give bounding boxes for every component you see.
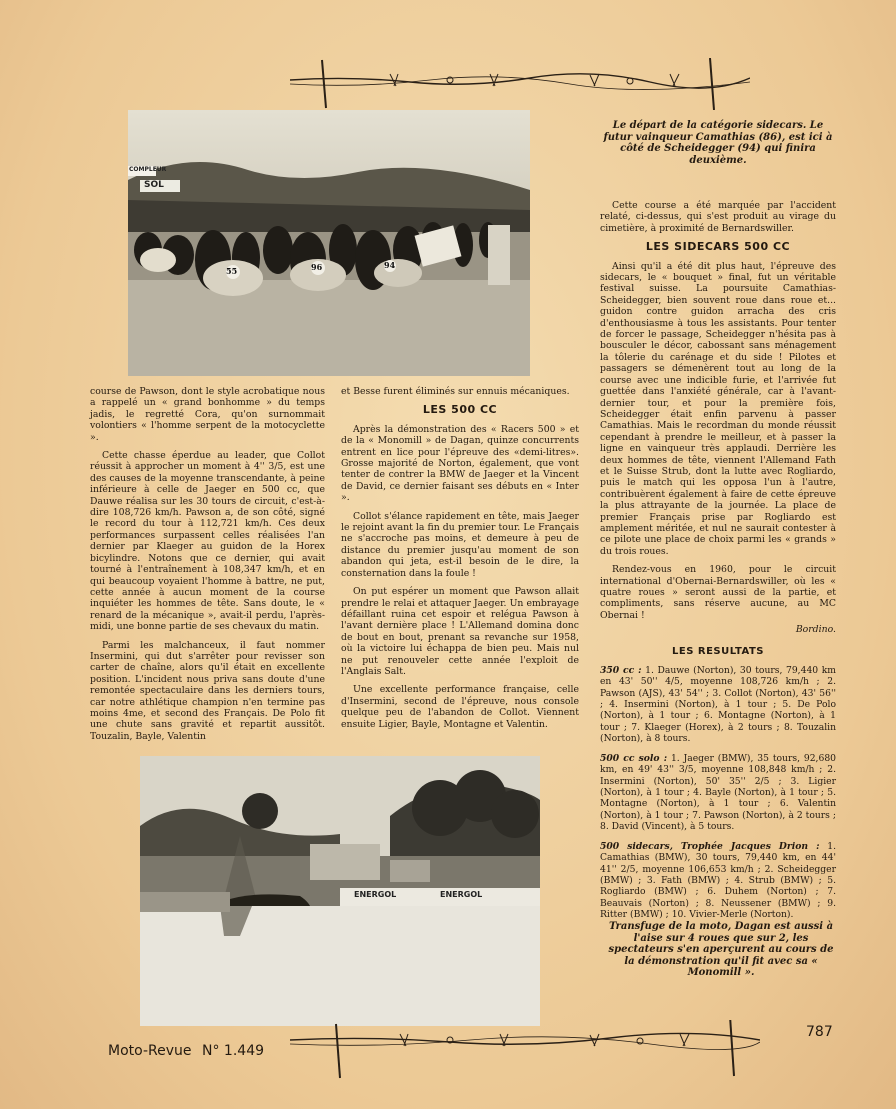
results-500-sidecars-text: 1. Camathias (BMW), 30 tours, 79,440 km, en 44' 41'' 2/5, moyenne 106,653 km/h ; 2. Scheidegger (BMW) ; 3. Fath (BMW) ; 4. Strub (BMW) ; 5. Rogliardo (BMW) ; 6. Duhem (Norton) ; 7. Beauvais (Norton) ; 8. Neussener (BMW) ; 9. Ritter (BMW) ; 10. Vivier-Merle (Norton). <box>600 841 837 920</box>
results-350cc-title: 350 cc : <box>600 665 642 677</box>
sidecar-number-1: 55 <box>226 266 238 276</box>
right-intro-paragraph: Cette course a été marquée par l'accident relaté, ci-dessus, qui s'est produit au virage du cimetière, à proximité de Bernardswiller. <box>600 200 836 234</box>
footer-magazine-name: Moto-Revue <box>108 1043 192 1059</box>
results-500cc-solo-title: 500 cc solo : <box>600 753 668 765</box>
monomill-demo-photo <box>140 756 540 1026</box>
middle-lead-text: et Besse furent éliminés sur ennuis mécaniques. <box>341 386 570 397</box>
sidecar-number-2: 96 <box>311 262 323 272</box>
sidecars-paragraph-1: Ainsi qu'il a été dit plus haut, l'épreuve des sidecars, le « bouquet » final, fut un véritable festival suisse. La poursuite Camathias-Scheidegger, bien souvent roue dans roue et... guidon contre guidon arracha des cris d'enthousiasme à tous les assistants. Pour tenter de forcer le passage, Scheidegger n'hésita pas à bousculer le décor, cabossant sans ménagement la tôlerie du carénage et du side ! Pilotes et passagers se démenèrent tout au long de la course avec une indicible furie, et l'arrivée fut guettée dans l'anxiété générale, car à l'avant-dernier tour, et pour la première fois, Scheidegger était enfin parvenu à passer Camathias. Mais le recordman du monde réussit cependant à prendre le meilleur, et à passer la ligne en vainqueur très applaudi. Derrière les deux hommes de tête, viennent l'Allemand Fath et le Suisse Strub, dont la lutte avec Rogliardo, puis le match qui les opposa l'un à l'autre, contribuèrent également à faire de cette épreuve la plus attrayante de la journée. La place de premier Français prise par Rogliardo est amplement méritée, et nul ne saurait contester à ce pilote une place de choix parmi les « grands » du trois roues. <box>600 260 836 557</box>
sidecars-paragraph-2: Rendez-vous en 1960, pour le circuit international d'Obernai-Bernardswiller, où les « quatre roues » seront aussi de la partie, et compliments, sans réserve aucune, au MC Obernai ! <box>600 564 836 621</box>
author-signature: Bordino. <box>795 624 836 636</box>
photo-banner-1: ENERGOL <box>354 890 397 899</box>
results-500-sidecars-title: 500 sidecars, Trophée Jacques Drion : <box>600 841 820 853</box>
left-paragraph-3: Parmi les malchanceux, il faut nommer Insermini, qui dut s'arrêter pour revisser son carter de chaîne, alors qu'il était en excellente position. L'incident nous priva sans doute d'une remontée spectaculaire dans les derniers tours, car notre athlétique champion n'en termine pas moins 4me, et second des Français. De Polo fit une chute sans gravité et repartit aussitôt. Touzalin, Bayle, Valentin <box>90 639 325 742</box>
results-350cc <box>600 665 836 744</box>
footer-issue-number: N° 1.449 <box>202 1043 265 1059</box>
top-barbed-wire-ornament <box>290 58 750 110</box>
left-paragraph-1: course de Pawson, dont le style acrobatique nous a rappelé un « grand bonhomme » du temps jadis, le regretté Cora, qu'on surnommait volontiers « l'homme serpent de la motocyclette ». <box>90 386 325 443</box>
middle-column <box>341 386 579 737</box>
results-500cc-solo <box>600 753 836 832</box>
photo-banner-2: ENERGOL <box>440 890 483 899</box>
bottom-photo-caption: Transfuge de la moto, Dagan est aussi à l'aise sur 4 roues que sur 2, les spectateurs s'en aperçurent au cours de la démonstration qu'il fit avec sa « Monomill ». <box>608 921 834 979</box>
bottom-barbed-wire-ornament <box>290 1020 760 1080</box>
top-photo-caption: Le départ de la catégorie sidecars. Le futur vainqueur Camathias (86), est ici à côté de Scheidegger (94) qui finira deuxième. <box>603 120 833 166</box>
photo-sign-1: COMPLEUR <box>129 166 167 173</box>
results-500-sidecars <box>600 841 836 920</box>
middle-paragraph-2: Collot s'élance rapidement en tête, mais Jaeger le rejoint avant la fin du premier tour. Le Français ne s'accroche pas moins, et demeure à peu de distance du premier jusqu'au moment de son abandon qui jeta, est-il besoin de le dire, la consternation dans la foule ! <box>341 510 579 579</box>
middle-paragraph-4: Une excellente performance française, celle d'Insermini, second de l'épreuve, nous console quelque peu de l'abandon de Collot. Viennent ensuite Ligier, Bayle, Montagne et Valentin. <box>341 684 579 730</box>
results-heading: LES RESULTATS <box>672 645 764 657</box>
middle-paragraph-1: Après la démonstration des « Racers 500 » et de la « Monomill » de Dagan, quinze concurrents entrent en lice pour l'épreuve des «demi-litres». Grosse majorité de Norton, également, que vont tenter de contrer la BMW de Jaeger et la Vincent de David, ce dernier faisant ses débuts en « Inter ». <box>341 423 579 504</box>
sidecars-heading: LES SIDECARS 500 CC <box>645 240 791 254</box>
right-column <box>600 200 836 929</box>
results-500cc-solo-text: 1. Jaeger (BMW), 35 tours, 92,680 km, en 49' 43'' 3/5, moyenne 108,848 km/h ; 2. Insermini (Norton), 50' 35'' 2/5 ; 3. Ligier (Norton), à 1 tour ; 4. Bayle (Norton), à 1 tour ; 5. Montagne (Norton), à 1 tour ; 6. Valentin (Norton), à 1 tour ; 7. Pawson (Norton), à 2 tours ; 8. David (Vincent), à 5 tours. <box>600 753 837 832</box>
500cc-heading: LES 500 CC <box>422 403 498 417</box>
page-number: 787 <box>806 1024 833 1040</box>
middle-paragraph-3: On put espérer un moment que Pawson allait prendre le relai et attaquer Jaeger. Un embrayage défaillant ruina cet espoir et relégua Pawson à l'avant dernière place ! L'Allemand domina donc de bout en bout, prenant sa revanche sur 1958, où la victoire lui échappa de bien peu. Mais nul ne put renouveler cette année l'exploit de l'Anglais Salt. <box>341 586 579 677</box>
sidecar-start-photo <box>128 110 530 376</box>
photo-sign-2: SOL <box>144 180 164 190</box>
results-350cc-text: 1. Dauwe (Norton), 30 tours, 79,440 km en 43' 50'' 4/5, moyenne 108,726 km/h ; 2. Pawson (AJS), 43' 54'' ; 3. Collot (Norton), 43' 56'' ; 4. Insermini (Norton), à 1 tour ; 5. De Polo (Norton), à 1 tour ; 6. Montagne (Norton), à 1 tour ; 7. Klaeger (Horex), à 2 tours ; 8. Touzalin (Norton), à 8 tours. <box>600 665 837 744</box>
left-paragraph-2: Cette chasse éperdue au leader, que Collot réussit à approcher un moment à 4'' 3/5, est une des causes de la moyenne transcendante, à peine inférieure à celle de Jaeger en 500 cc, que Dauwe réalisa sur les 30 tours de circuit, c'est-à-dire 108,726 km/h. Pawson a, de son côté, signé le record du tour à 112,721 km/h. Ces deux performances surpassent celles réalisées l'an dernier par Klaeger au guidon de la Horex bicylindre. Notons que ce dernier, qui avait tourné à l'entraînement à 108,347 km/h, et en qui beaucoup voyaient l'homme à battre, ne put, cette année à aucun moment de la course inquiéter les hommes de tête. Sans doute, le « renard de la mécanique », avait-il perdu, l'après-midi, une bonne partie de ses chevaux du matin. <box>90 450 325 633</box>
sidecar-number-3: 94 <box>384 260 396 270</box>
left-column <box>90 386 325 749</box>
